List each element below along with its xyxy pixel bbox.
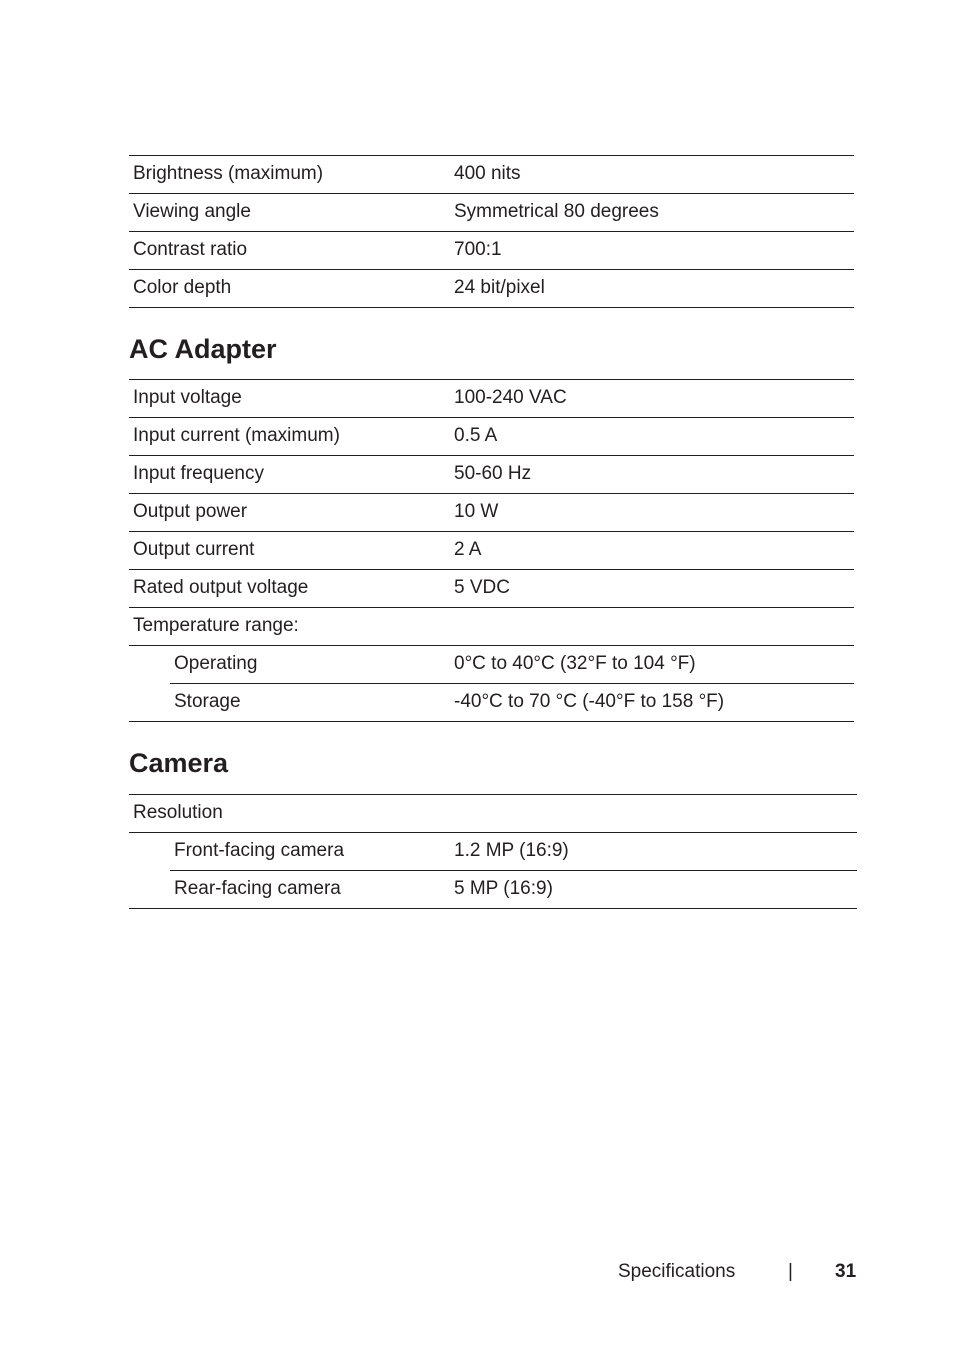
spec-value: 24 bit/pixel — [454, 277, 545, 298]
table-row — [129, 418, 854, 456]
spec-value: 50-60 Hz — [454, 463, 532, 484]
table-row — [129, 232, 854, 270]
table-row — [129, 532, 854, 570]
camera-spec-table — [129, 794, 857, 909]
spec-label: Operating — [174, 653, 258, 674]
table-row — [129, 156, 854, 194]
spec-value: Symmetrical 80 degrees — [454, 201, 659, 222]
spec-value: -40°C to 70 °C (-40°F to 158 °F) — [454, 691, 725, 712]
spec-value: 0.5 A — [454, 425, 498, 446]
spec-label: Input voltage — [133, 387, 242, 408]
ac-adapter-spec-table — [129, 379, 854, 722]
section-heading-camera: Camera — [129, 748, 229, 778]
table-row — [129, 270, 854, 308]
table-row — [129, 570, 854, 608]
spec-label: Storage — [174, 691, 241, 712]
section-heading-ac-adapter: AC Adapter — [129, 334, 277, 364]
spec-label: Rear-facing camera — [174, 878, 341, 899]
table-row — [129, 194, 854, 232]
spec-label: Output power — [133, 501, 248, 522]
spec-label: Resolution — [133, 802, 223, 823]
table-row — [129, 456, 854, 494]
spec-value: 2 A — [454, 539, 482, 560]
page-number: 31 — [835, 1261, 857, 1282]
table-subrow — [129, 871, 857, 909]
spec-value: 5 MP (16:9) — [454, 878, 553, 899]
table-subrow — [170, 833, 857, 871]
table-subrow — [129, 684, 854, 722]
spec-label: Input current (maximum) — [133, 425, 340, 446]
spec-value: 400 nits — [454, 163, 521, 184]
spec-label: Contrast ratio — [133, 239, 248, 260]
table-row — [129, 494, 854, 532]
spec-label: Color depth — [133, 277, 232, 298]
table-row — [129, 380, 854, 418]
spec-value: 100-240 VAC — [454, 387, 567, 408]
display-spec-table — [129, 155, 854, 308]
spec-value: 1.2 MP (16:9) — [454, 840, 569, 861]
spec-label: Input frequency — [133, 463, 264, 484]
spec-value: 700:1 — [454, 239, 502, 260]
footer-section-name: Specifications — [618, 1261, 736, 1282]
spec-label: Temperature range: — [133, 615, 299, 636]
footer-separator: | — [788, 1261, 793, 1282]
spec-label: Front-facing camera — [174, 840, 345, 861]
spec-label: Output current — [133, 539, 255, 560]
spec-label: Viewing angle — [133, 201, 251, 222]
table-row — [129, 608, 854, 646]
spec-value: 10 W — [454, 501, 499, 522]
table-row — [129, 795, 857, 833]
spec-label: Brightness (maximum) — [133, 163, 324, 184]
spec-value: 5 VDC — [454, 577, 510, 598]
spec-value: 0°C to 40°C (32°F to 104 °F) — [454, 653, 696, 674]
table-subrow — [170, 646, 854, 684]
spec-label: Rated output voltage — [133, 577, 309, 598]
